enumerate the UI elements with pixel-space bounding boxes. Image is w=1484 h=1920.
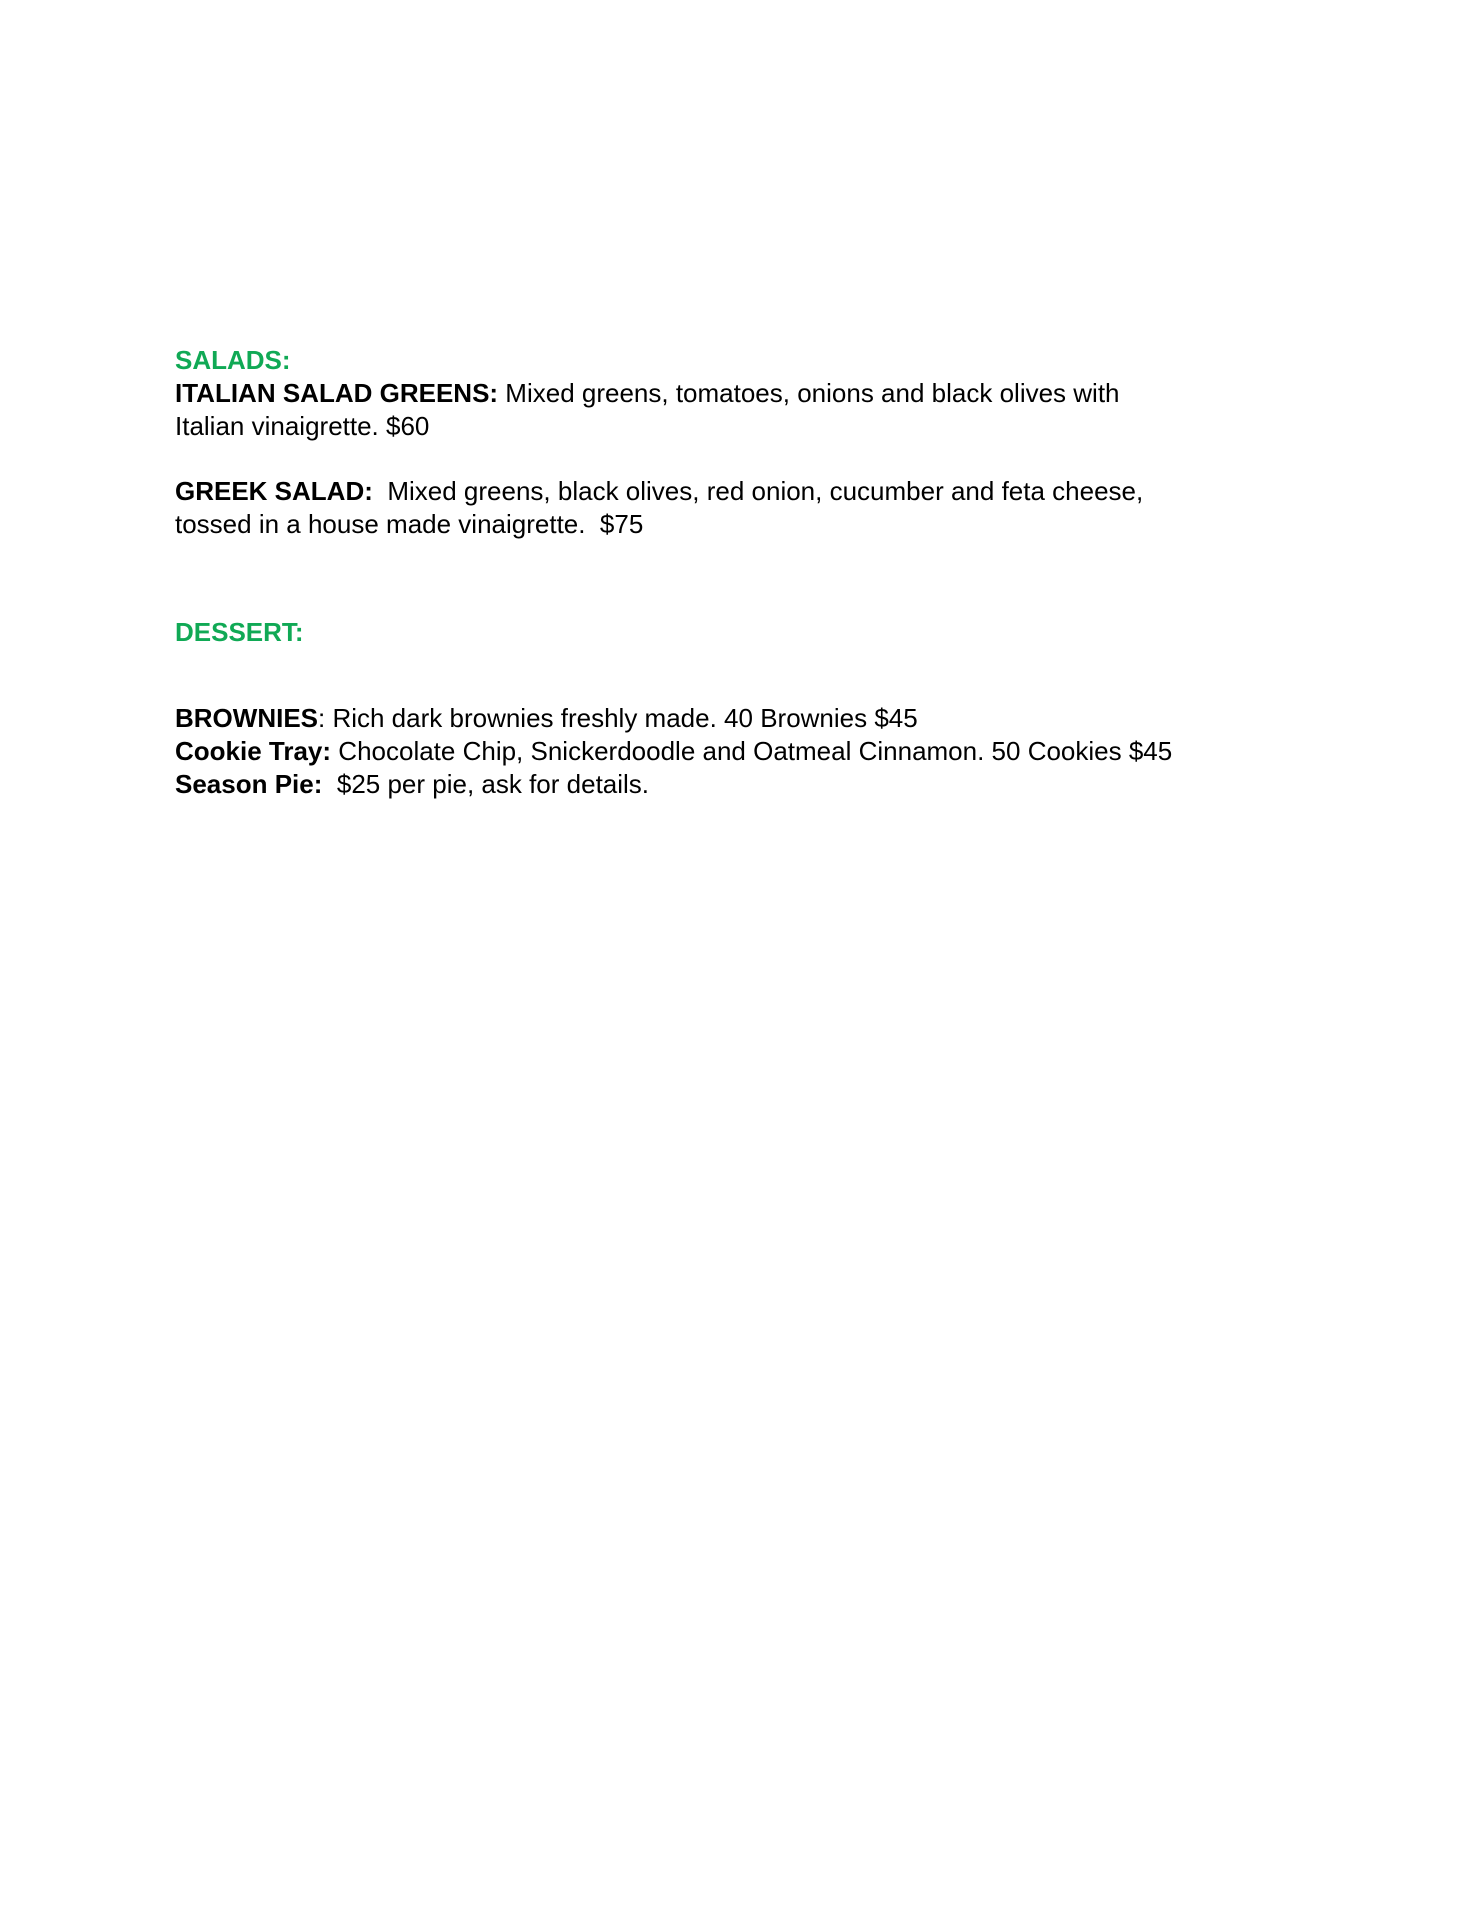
menu-page <box>175 344 1325 801</box>
item-name: Season Pie: <box>175 769 323 799</box>
item-name: BROWNIES <box>175 703 318 733</box>
item-description: Mixed greens, tomatoes, onions and black olives with <box>498 378 1120 408</box>
salads-heading: SALADS: <box>175 345 291 375</box>
item-description: Mixed greens, black olives, red onion, cucumber and feta cheese, <box>372 476 1144 506</box>
dessert-heading: DESSERT: <box>175 617 304 647</box>
item-description-cont: tossed in a house made vinaigrette. $75 <box>175 509 644 539</box>
menu-item-italian-salad <box>175 377 1325 443</box>
menu-item-season-pie <box>175 768 1325 801</box>
item-description: Chocolate Chip, Snickerdoodle and Oatmeal Cinnamon. 50 Cookies $45 <box>331 736 1173 766</box>
menu-item-greek-salad <box>175 475 1325 541</box>
menu-item-cookie-tray <box>175 735 1325 768</box>
item-description: : Rich dark brownies freshly made. 40 Brownies $45 <box>318 703 918 733</box>
item-name: ITALIAN SALAD GREENS: <box>175 378 499 408</box>
menu-item-brownies <box>175 702 1325 735</box>
item-description: $25 per pie, ask for details. <box>322 769 650 799</box>
item-name: GREEK SALAD: <box>175 476 373 506</box>
item-name: Cookie Tray: <box>175 736 332 766</box>
item-description-cont: Italian vinaigrette. $60 <box>175 411 430 441</box>
